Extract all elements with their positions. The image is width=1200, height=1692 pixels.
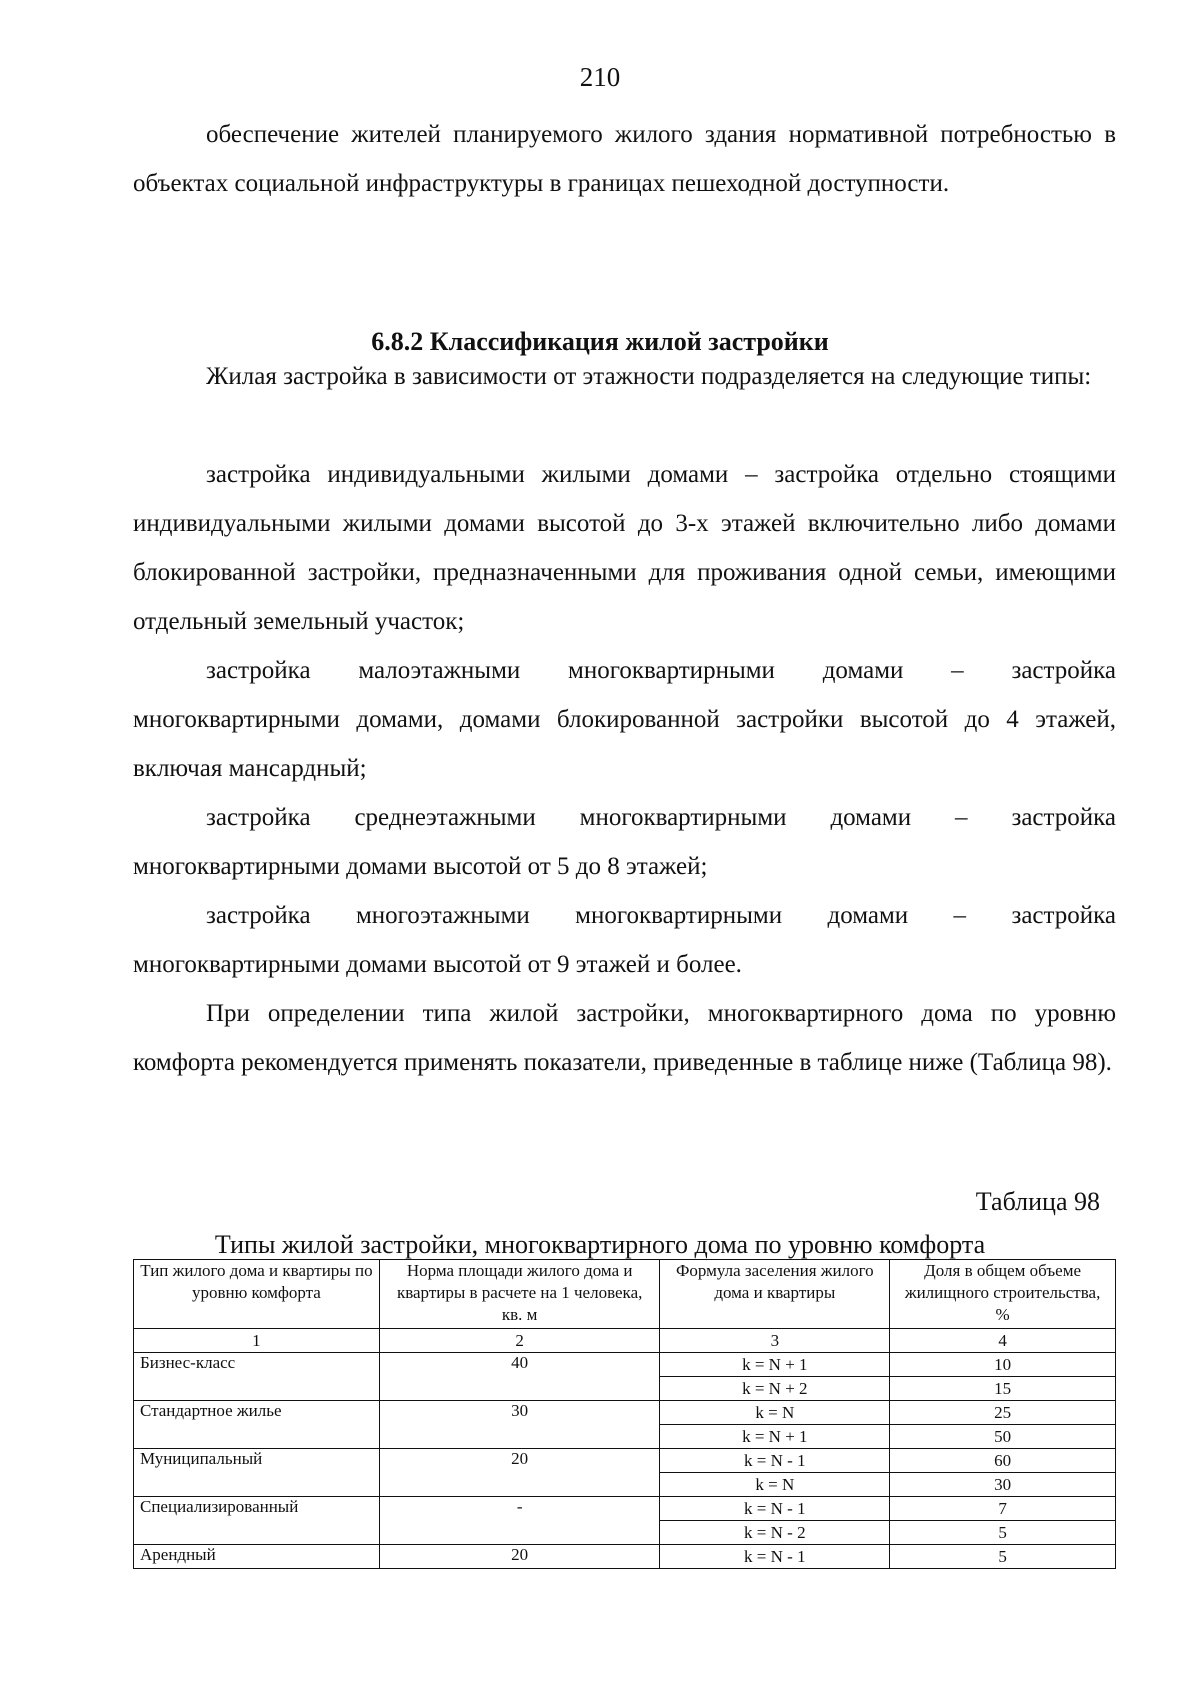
formula-cell: k = N + 2 bbox=[660, 1377, 890, 1401]
table-column-number-row bbox=[134, 1329, 1116, 1353]
paragraph-individual-houses: застройка индивидуальными жилыми домами – застройка отдельно стоящими индивидуальными жилыми домами высотой до 3-х этажей включительно либо домами блокированной застройки, предназначенными для проживания одной семьи, имеющими отдельный земельный участок; bbox=[133, 461, 1116, 635]
norm-cell: 30 bbox=[379, 1401, 660, 1449]
formula-cell: k = N - 1 bbox=[660, 1497, 890, 1521]
share-cell: 25 bbox=[890, 1401, 1116, 1425]
header-formula: Формула заселения жилого дома и квартиры bbox=[660, 1260, 890, 1329]
table-row bbox=[134, 1353, 1116, 1377]
type-cell: Арендный bbox=[134, 1545, 380, 1569]
share-cell: 7 bbox=[890, 1497, 1116, 1521]
table-row bbox=[134, 1449, 1116, 1473]
formula-cell: k = N bbox=[660, 1473, 890, 1497]
share-cell: 5 bbox=[890, 1521, 1116, 1545]
paragraph-comfort-indicators: При определении типа жилой застройки, многоквартирного дома по уровню комфорта рекомендуется применять показатели, приведенные в таблице ниже (Таблица 98). bbox=[133, 1000, 1116, 1076]
page-number: 210 bbox=[579, 62, 621, 92]
formula-cell: k = N - 1 bbox=[660, 1449, 890, 1473]
table-row bbox=[134, 1401, 1116, 1425]
share-cell: 30 bbox=[890, 1473, 1116, 1497]
formula-cell: k = N + 1 bbox=[660, 1353, 890, 1377]
table-title: Типы жилой застройки, многоквартирного дома по уровню комфорта bbox=[214, 1230, 986, 1259]
paragraph-high-rise: застройка многоэтажными многоквартирными домами – застройка многоквартирными домами высотой от 9 этажей и более. bbox=[133, 902, 1116, 978]
formula-cell: k = N - 2 bbox=[660, 1521, 890, 1545]
type-cell: Бизнес-класс bbox=[134, 1353, 380, 1401]
share-cell: 10 bbox=[890, 1353, 1116, 1377]
formula-cell: k = N + 1 bbox=[660, 1425, 890, 1449]
formula-cell: k = N bbox=[660, 1401, 890, 1425]
intro-paragraph: обеспечение жителей планируемого жилого здания нормативной потребностью в объектах социальной инфраструктуры в границах пешеходной доступности. bbox=[133, 121, 1116, 197]
share-cell: 60 bbox=[890, 1449, 1116, 1473]
norm-cell: 40 bbox=[379, 1353, 660, 1401]
paragraph-mid-rise: застройка среднеэтажными многоквартирными домами – застройка многоквартирными домами высотой от 5 до 8 этажей; bbox=[133, 804, 1116, 880]
paragraph-low-rise: застройка малоэтажными многоквартирными домами – застройка многоквартирными домами, домами блокированной застройки высотой до 4 этажей, включая мансардный; bbox=[133, 657, 1116, 782]
header-type: Тип жилого дома и квартиры по уровню комфорта bbox=[134, 1260, 380, 1329]
table-row bbox=[134, 1497, 1116, 1521]
comfort-table bbox=[133, 1259, 1116, 1569]
share-cell: 50 bbox=[890, 1425, 1116, 1449]
norm-cell: - bbox=[379, 1497, 660, 1545]
table-label: Таблица 98 bbox=[975, 1187, 1100, 1216]
header-share: Доля в общем объеме жилищного строительства, % bbox=[890, 1260, 1116, 1329]
column-number: 4 bbox=[890, 1329, 1116, 1353]
section-heading: 6.8.2 Классификация жилой застройки bbox=[371, 327, 829, 356]
column-number: 2 bbox=[379, 1329, 660, 1353]
column-number: 3 bbox=[660, 1329, 890, 1353]
table-row bbox=[134, 1545, 1116, 1569]
column-number: 1 bbox=[134, 1329, 380, 1353]
share-cell: 5 bbox=[890, 1545, 1116, 1569]
share-cell: 15 bbox=[890, 1377, 1116, 1401]
paragraph-intro-types: Жилая застройка в зависимости от этажности подразделяется на следующие типы: bbox=[206, 363, 1092, 390]
type-cell: Муниципальный bbox=[134, 1449, 380, 1497]
table-header-row bbox=[134, 1260, 1116, 1329]
norm-cell: 20 bbox=[379, 1449, 660, 1497]
norm-cell: 20 bbox=[379, 1545, 660, 1569]
type-cell: Стандартное жилье bbox=[134, 1401, 380, 1449]
formula-cell: k = N - 1 bbox=[660, 1545, 890, 1569]
header-norm: Норма площади жилого дома и квартиры в расчете на 1 человека, кв. м bbox=[379, 1260, 660, 1329]
type-cell: Специализированный bbox=[134, 1497, 380, 1545]
